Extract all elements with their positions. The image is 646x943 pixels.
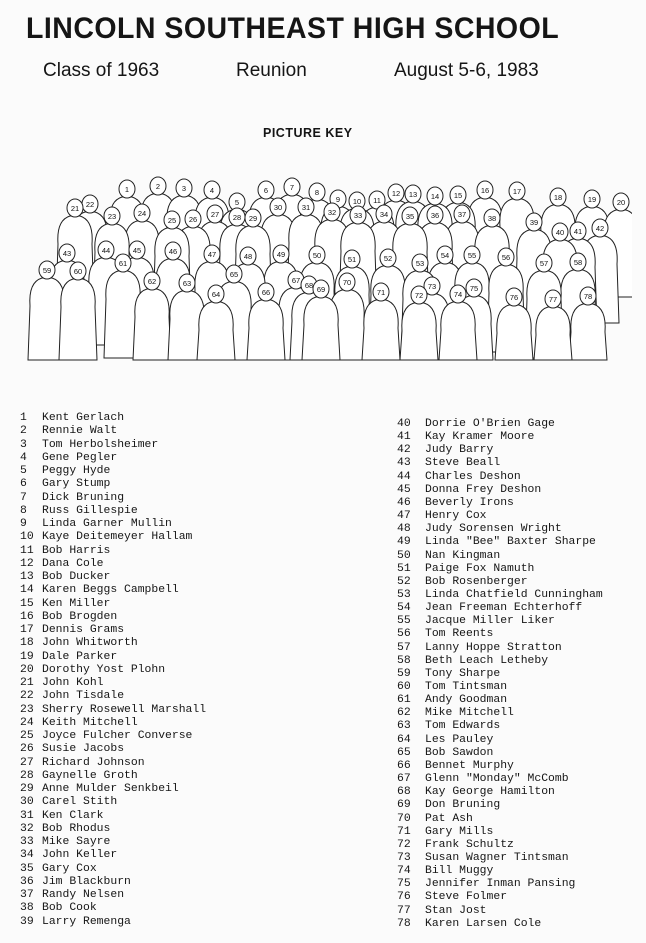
person-number: 45 (397, 483, 411, 496)
person-name: Sherry Rosewell Marshall (42, 703, 207, 716)
figure-number: 72 (414, 291, 424, 300)
figure-number: 50 (312, 251, 322, 260)
person-number: 73 (397, 851, 411, 864)
person-number: 62 (397, 707, 411, 720)
figure-number: 25 (167, 216, 177, 225)
person-name: Dorothy Yost Plohn (42, 663, 166, 676)
person-number: 10 (20, 531, 34, 544)
figure-number: 18 (553, 193, 563, 202)
figure-number: 74 (453, 290, 463, 299)
person-name: Gene Pegler (42, 451, 118, 464)
person-number: 5 (20, 465, 27, 477)
person-number: 30 (20, 796, 34, 809)
person-name: Anne Mulder Senkbeil (42, 783, 179, 795)
person-number: 11 (20, 544, 34, 557)
person-number: 77 (397, 904, 411, 917)
person-name: Tom Herbolsheimer (42, 438, 159, 451)
person-name: Judy Sorensen Wright (425, 523, 562, 536)
person-number: 51 (397, 562, 411, 575)
person-name: Tom Edwards (425, 720, 501, 733)
person-name: Beth Leach Letheby (425, 654, 549, 667)
person-name: Bob Sawdon (425, 746, 494, 759)
person-number: 27 (20, 756, 34, 769)
figure-number: 30 (273, 203, 283, 212)
figure-number: 38 (487, 214, 497, 223)
person-number: 4 (20, 451, 27, 464)
person-name: John Whitworth (42, 637, 138, 650)
people-list-left (20, 412, 250, 932)
person-number: 54 (397, 602, 411, 615)
person-name: Henry Cox (425, 510, 487, 523)
figure-number: 65 (229, 270, 239, 279)
person-number: 40 (397, 418, 411, 430)
person-number: 71 (397, 825, 411, 838)
figure-number: 60 (73, 267, 83, 276)
figure-number: 56 (501, 253, 511, 262)
figure-number: 71 (376, 288, 386, 297)
person-number: 69 (397, 799, 411, 812)
person-name: Bob Harris (42, 544, 111, 557)
person-name: Kaye Deitemeyer Hallam (42, 531, 193, 544)
person-number: 2 (20, 425, 27, 438)
figure-number: 63 (182, 279, 192, 288)
person-name: Gary Stump (42, 478, 111, 491)
person-name: Stan Jost (425, 904, 487, 917)
figure-number: 78 (583, 292, 593, 301)
figure-number: 55 (467, 251, 477, 260)
person-name: Joyce Fulcher Converse (42, 730, 193, 742)
person-name: Tom Tintsman (425, 681, 508, 693)
person-name: Tom Reents (425, 628, 494, 641)
person-number: 9 (20, 518, 27, 530)
figure-number: 35 (405, 212, 415, 221)
person-number: 43 (397, 457, 411, 470)
person-name: Ken Clark (42, 809, 104, 822)
person-number: 42 (397, 444, 411, 457)
person-name: Judy Barry (425, 444, 494, 457)
person-name: Larry Remenga (42, 915, 131, 928)
person-number: 38 (20, 902, 34, 915)
person-name: Bob Rosenberger (425, 575, 528, 588)
figure-number: 33 (353, 211, 363, 220)
people-list-right (397, 418, 642, 938)
person-number: 52 (397, 575, 411, 588)
person-number: 29 (20, 783, 34, 795)
figure-number: 10 (352, 197, 362, 206)
figure-number: 70 (342, 278, 352, 287)
figure-number: 44 (101, 246, 111, 255)
person-name: Tony Sharpe (425, 667, 501, 680)
person-name: Steve Folmer (425, 891, 508, 904)
figure-number: 5 (234, 198, 240, 207)
person-name: Don Bruning (425, 799, 501, 812)
person-name: Les Pauley (425, 733, 494, 746)
figure-number: 1 (124, 185, 130, 194)
person-name: Jean Freeman Echterhoff (425, 602, 583, 615)
person-number: 13 (20, 571, 34, 583)
person-number: 76 (397, 891, 411, 904)
figure-number: 13 (408, 190, 418, 199)
person-number: 8 (20, 504, 27, 517)
person-number: 15 (20, 597, 34, 610)
person-number: 50 (397, 549, 411, 562)
person-name: Carel Stith (42, 796, 118, 809)
figure-number: 16 (480, 186, 490, 195)
person-number: 59 (397, 667, 411, 680)
person-name: Richard Johnson (42, 756, 145, 769)
person-number: 63 (397, 720, 411, 733)
person-name: Pat Ash (425, 812, 473, 825)
figure-number: 53 (415, 259, 425, 268)
person-name: Dale Parker (42, 650, 118, 663)
person-name: Lanny Hoppe Stratton (425, 641, 562, 654)
figure-number: 66 (261, 288, 271, 297)
person-number: 70 (397, 812, 411, 825)
person-number: 66 (397, 759, 411, 772)
person-number: 25 (20, 730, 34, 742)
person-name: Charles Deshon (425, 470, 521, 483)
figure-number: 15 (453, 191, 463, 200)
person-name: Paige Fox Namuth (425, 562, 535, 575)
person-name: Russ Gillespie (42, 504, 138, 517)
figure-number: 28 (232, 213, 242, 222)
person-number: 49 (397, 536, 411, 549)
figure-number: 8 (314, 188, 320, 197)
person-number: 44 (397, 470, 411, 483)
figure-number: 31 (301, 203, 311, 212)
person-number: 36 (20, 875, 34, 888)
person-number: 68 (397, 786, 411, 799)
figure-number: 46 (168, 247, 178, 256)
person-name: Dick Bruning (42, 491, 125, 504)
figure-number: 48 (243, 252, 253, 261)
figure-number: 54 (440, 251, 450, 260)
person-number: 7 (20, 491, 27, 504)
school-title: LINCOLN SOUTHEAST HIGH SCHOOL (26, 12, 560, 45)
event-dates: August 5-6, 1983 (394, 60, 539, 81)
person-name: Gaynelle Groth (42, 769, 138, 782)
person-name: Rennie Walt (42, 425, 118, 438)
person-name: Glenn "Monday" McComb (425, 773, 569, 786)
figure-number: 3 (181, 184, 187, 193)
person-name: Kay Kramer Moore (425, 431, 535, 444)
person-name: Peggy Hyde (42, 465, 111, 477)
figure-number: 42 (595, 224, 605, 233)
figure-number: 62 (147, 277, 157, 286)
figure-number: 77 (548, 295, 558, 304)
figure-number: 7 (289, 183, 295, 192)
person-number: 23 (20, 703, 34, 716)
figure-number: 51 (347, 255, 357, 264)
figure-number: 11 (373, 196, 381, 205)
person-name: Karen Larsen Cole (425, 917, 542, 930)
figure-number: 47 (207, 250, 217, 259)
person-number: 58 (397, 654, 411, 667)
person-name: Beverly Irons (425, 496, 514, 509)
event-label: Reunion (236, 60, 307, 81)
figure-number: 73 (427, 282, 437, 291)
figure-number: 24 (137, 209, 147, 218)
person-name: Susie Jacobs (42, 743, 125, 756)
person-name: Kay George Hamilton (425, 786, 555, 799)
person-number: 60 (397, 681, 411, 693)
person-number: 6 (20, 478, 27, 491)
person-name: Jennifer Inman Pansing (425, 878, 576, 891)
person-number: 3 (20, 438, 27, 451)
person-name: Gary Mills (425, 825, 494, 838)
person-name: Randy Nelsen (42, 889, 125, 901)
person-number: 46 (397, 496, 411, 509)
figure-number: 32 (327, 208, 337, 217)
figure-number: 61 (118, 259, 128, 268)
person-number: 12 (20, 557, 34, 570)
class-label: Class of 1963 (43, 60, 160, 81)
figure-number: 21 (70, 204, 80, 213)
figure-number: 45 (132, 246, 142, 255)
person-number: 74 (397, 865, 411, 878)
person-name: Susan Wagner Tintsman (425, 851, 569, 864)
person-number: 64 (397, 733, 411, 746)
person-name: Andy Goodman (425, 694, 508, 707)
figure-number: 2 (155, 182, 161, 191)
figure-number: 14 (430, 192, 440, 201)
person-name: Dennis Grams (42, 624, 125, 636)
figure-number: 20 (616, 198, 626, 207)
person-name: Mike Mitchell (425, 707, 514, 720)
figure-number: 52 (383, 254, 393, 263)
person-number: 48 (397, 523, 411, 536)
figure-number: 40 (555, 228, 565, 237)
figure-number: 39 (529, 218, 539, 227)
figure-number: 9 (335, 195, 341, 204)
person-name: Keith Mitchell (42, 716, 138, 729)
figure-number: 4 (209, 186, 215, 195)
person-number: 33 (20, 836, 34, 848)
person-number: 22 (20, 690, 34, 703)
person-name: Bob Rhodus (42, 822, 111, 835)
person-name: Bob Ducker (42, 571, 111, 583)
person-name: Nan Kingman (425, 549, 501, 562)
person-number: 14 (20, 584, 34, 597)
person-number: 47 (397, 510, 411, 523)
figure-number: 19 (587, 195, 597, 204)
person-number: 34 (20, 849, 34, 862)
person-number: 67 (397, 773, 411, 786)
person-number: 17 (20, 624, 34, 636)
group-photo-outline (20, 175, 632, 375)
figure-number: 34 (379, 210, 389, 219)
person-number: 41 (397, 431, 411, 444)
figure-number: 23 (107, 212, 117, 221)
person-name: Mike Sayre (42, 836, 111, 848)
figure-number: 76 (509, 293, 519, 302)
person-number: 31 (20, 809, 34, 822)
person-name: Donna Frey Deshon (425, 483, 542, 496)
person-number: 55 (397, 615, 411, 628)
person-number: 16 (20, 610, 34, 623)
person-name: John Tisdale (42, 690, 125, 703)
person-number: 26 (20, 743, 34, 756)
figure-number: 27 (210, 210, 220, 219)
figure-number: 29 (248, 214, 258, 223)
person-number: 24 (20, 716, 34, 729)
person-number: 53 (397, 588, 411, 601)
person-number: 37 (20, 889, 34, 901)
person-name: Kent Gerlach (42, 412, 125, 424)
person-name: Gary Cox (42, 862, 97, 875)
person-name: Jim Blackburn (42, 875, 131, 888)
figure-number: 58 (573, 258, 583, 267)
person-number: 56 (397, 628, 411, 641)
person-name: Dorrie O'Brien Gage (425, 418, 555, 430)
person-name: Linda Garner Mullin (42, 518, 172, 530)
person-name: John Kohl (42, 677, 104, 689)
figure-number: 68 (304, 281, 314, 290)
person-number: 39 (20, 915, 34, 928)
person-number: 18 (20, 637, 34, 650)
figure-number: 59 (42, 266, 52, 275)
figure-number: 41 (573, 227, 583, 236)
figure-number: 6 (263, 186, 269, 195)
figure-number: 36 (430, 211, 440, 220)
person-name: Dana Cole (42, 557, 104, 570)
figure-number: 12 (391, 189, 401, 198)
person-name: Bob Brogden (42, 610, 118, 623)
figure-number: 22 (85, 200, 95, 209)
figure-number: 69 (316, 285, 326, 294)
person-number: 78 (397, 917, 411, 930)
figure-number: 67 (291, 276, 301, 285)
person-name: Frank Schultz (425, 838, 514, 851)
person-number: 72 (397, 838, 411, 851)
person-name: Bill Muggy (425, 865, 494, 878)
figure-number: 37 (457, 210, 467, 219)
figure-number: 26 (188, 215, 198, 224)
person-number: 19 (20, 650, 34, 663)
figure-number: 17 (512, 187, 522, 196)
person-name: Linda Chatfield Cunningham (425, 588, 603, 601)
figure-number: 49 (276, 250, 286, 259)
person-number: 65 (397, 746, 411, 759)
person-name: John Keller (42, 849, 118, 862)
person-name: Karen Beggs Campbell (42, 584, 179, 597)
person-number: 57 (397, 641, 411, 654)
person-number: 75 (397, 878, 411, 891)
person-name: Bennet Murphy (425, 759, 514, 772)
figure-number: 64 (211, 290, 221, 299)
person-number: 32 (20, 822, 34, 835)
person-number: 20 (20, 663, 34, 676)
person-number: 35 (20, 862, 34, 875)
picture-key-heading: PICTURE KEY (263, 126, 353, 140)
person-name: Ken Miller (42, 597, 111, 610)
person-name: Steve Beall (425, 457, 501, 470)
person-number: 21 (20, 677, 34, 689)
person-name: Jacque Miller Liker (425, 615, 555, 628)
person-number: 1 (20, 412, 27, 424)
person-number: 61 (397, 694, 411, 707)
figure-number: 57 (539, 259, 549, 268)
figure-number: 75 (469, 284, 479, 293)
person-name: Bob Cook (42, 902, 97, 915)
person-name: Linda "Bee" Baxter Sharpe (425, 536, 596, 549)
figure-number: 43 (62, 249, 72, 258)
person-number: 28 (20, 769, 34, 782)
